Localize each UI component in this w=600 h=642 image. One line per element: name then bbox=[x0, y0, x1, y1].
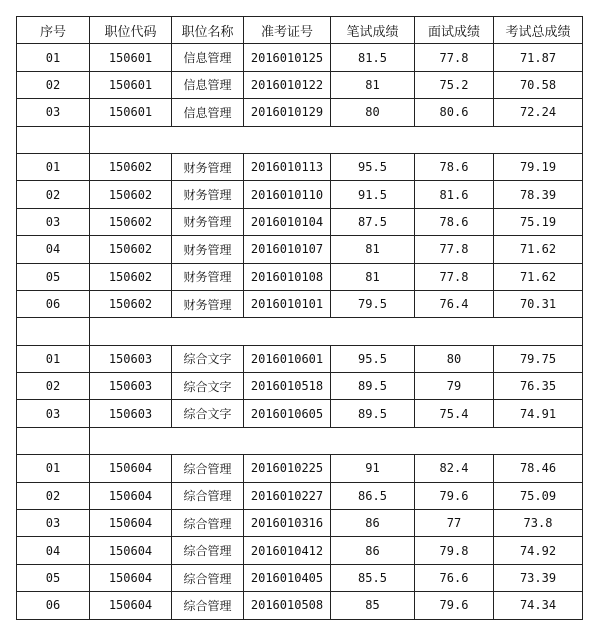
interview-score-cell: 79.6 bbox=[415, 592, 494, 619]
seq-cell: 02 bbox=[17, 181, 90, 208]
total-score-cell: 71.62 bbox=[494, 263, 583, 290]
table-row bbox=[17, 592, 583, 619]
total-score-cell: 70.31 bbox=[494, 290, 583, 317]
position-code-cell: 150602 bbox=[90, 263, 172, 290]
total-score-cell: 75.19 bbox=[494, 208, 583, 235]
interview-score-cell: 79.8 bbox=[415, 537, 494, 564]
total-score-cell: 73.39 bbox=[494, 564, 583, 591]
blank-cell bbox=[90, 318, 583, 345]
position-code-cell: 150604 bbox=[90, 455, 172, 482]
blank-cell bbox=[90, 126, 583, 153]
position-code-cell: 150604 bbox=[90, 510, 172, 537]
seq-cell: 02 bbox=[17, 373, 90, 400]
written-score-cell: 87.5 bbox=[331, 208, 415, 235]
position-name-cell: 综合管理 bbox=[172, 592, 244, 619]
position-name-cell: 综合管理 bbox=[172, 564, 244, 591]
seq-cell: 01 bbox=[17, 44, 90, 71]
table-row bbox=[17, 537, 583, 564]
seq-cell: 06 bbox=[17, 592, 90, 619]
position-code-cell: 150604 bbox=[90, 592, 172, 619]
interview-score-cell: 78.6 bbox=[415, 208, 494, 235]
seq-cell: 05 bbox=[17, 564, 90, 591]
position-name-cell: 综合管理 bbox=[172, 482, 244, 509]
table-row bbox=[17, 510, 583, 537]
position-code-cell: 150602 bbox=[90, 208, 172, 235]
interview-score-cell: 77.8 bbox=[415, 263, 494, 290]
written-score-cell: 81.5 bbox=[331, 44, 415, 71]
position-name-cell: 财务管理 bbox=[172, 263, 244, 290]
ticket-number-cell: 2016010125 bbox=[244, 44, 331, 71]
blank-cell bbox=[17, 427, 90, 454]
seq-cell: 01 bbox=[17, 153, 90, 180]
position-name-cell: 财务管理 bbox=[172, 290, 244, 317]
written-score-cell: 89.5 bbox=[331, 400, 415, 427]
table-row bbox=[17, 400, 583, 427]
ticket-number-cell: 2016010108 bbox=[244, 263, 331, 290]
written-score-cell: 91.5 bbox=[331, 181, 415, 208]
written-score-cell: 85 bbox=[331, 592, 415, 619]
blank-cell bbox=[90, 427, 583, 454]
seq-cell: 06 bbox=[17, 290, 90, 317]
seq-cell: 03 bbox=[17, 99, 90, 126]
written-score-cell: 81 bbox=[331, 263, 415, 290]
written-score-cell: 79.5 bbox=[331, 290, 415, 317]
position-name-cell: 信息管理 bbox=[172, 71, 244, 98]
seq-cell: 03 bbox=[17, 208, 90, 235]
seq-cell: 02 bbox=[17, 71, 90, 98]
position-code-cell: 150601 bbox=[90, 71, 172, 98]
written-score-cell: 80 bbox=[331, 99, 415, 126]
total-score-cell: 79.75 bbox=[494, 345, 583, 372]
ticket-number-cell: 2016010225 bbox=[244, 455, 331, 482]
position-name-cell: 信息管理 bbox=[172, 99, 244, 126]
written-score-cell: 86 bbox=[331, 510, 415, 537]
written-score-cell: 95.5 bbox=[331, 345, 415, 372]
interview-score-cell: 81.6 bbox=[415, 181, 494, 208]
interview-score-cell: 80 bbox=[415, 345, 494, 372]
position-name-cell: 财务管理 bbox=[172, 236, 244, 263]
total-score-cell: 74.91 bbox=[494, 400, 583, 427]
table-row bbox=[17, 99, 583, 126]
position-code-cell: 150604 bbox=[90, 564, 172, 591]
total-score-cell: 78.46 bbox=[494, 455, 583, 482]
blank-separator-row bbox=[17, 126, 583, 153]
score-sheet bbox=[16, 16, 582, 620]
total-score-cell: 71.87 bbox=[494, 44, 583, 71]
interview-score-cell: 75.4 bbox=[415, 400, 494, 427]
position-code-cell: 150603 bbox=[90, 345, 172, 372]
table-row bbox=[17, 345, 583, 372]
header-written-score: 笔试成绩 bbox=[331, 17, 415, 44]
total-score-cell: 76.35 bbox=[494, 373, 583, 400]
table-row bbox=[17, 455, 583, 482]
interview-score-cell: 79 bbox=[415, 373, 494, 400]
position-code-cell: 150602 bbox=[90, 153, 172, 180]
position-code-cell: 150603 bbox=[90, 400, 172, 427]
ticket-number-cell: 2016010129 bbox=[244, 99, 331, 126]
table-row bbox=[17, 181, 583, 208]
blank-cell bbox=[17, 318, 90, 345]
interview-score-cell: 80.6 bbox=[415, 99, 494, 126]
header-position-name: 职位名称 bbox=[172, 17, 244, 44]
position-name-cell: 综合管理 bbox=[172, 510, 244, 537]
seq-cell: 02 bbox=[17, 482, 90, 509]
header-total-score: 考试总成绩 bbox=[494, 17, 583, 44]
table-body bbox=[17, 44, 583, 619]
interview-score-cell: 77 bbox=[415, 510, 494, 537]
total-score-cell: 74.92 bbox=[494, 537, 583, 564]
interview-score-cell: 77.8 bbox=[415, 236, 494, 263]
position-name-cell: 综合管理 bbox=[172, 455, 244, 482]
seq-cell: 01 bbox=[17, 345, 90, 372]
interview-score-cell: 78.6 bbox=[415, 153, 494, 180]
table-row bbox=[17, 263, 583, 290]
position-code-cell: 150601 bbox=[90, 99, 172, 126]
position-name-cell: 综合文字 bbox=[172, 373, 244, 400]
ticket-number-cell: 2016010101 bbox=[244, 290, 331, 317]
position-code-cell: 150603 bbox=[90, 373, 172, 400]
ticket-number-cell: 2016010412 bbox=[244, 537, 331, 564]
total-score-cell: 71.62 bbox=[494, 236, 583, 263]
header-position-code: 职位代码 bbox=[90, 17, 172, 44]
position-name-cell: 信息管理 bbox=[172, 44, 244, 71]
seq-cell: 03 bbox=[17, 400, 90, 427]
written-score-cell: 81 bbox=[331, 236, 415, 263]
seq-cell: 05 bbox=[17, 263, 90, 290]
total-score-cell: 79.19 bbox=[494, 153, 583, 180]
table-row bbox=[17, 236, 583, 263]
blank-separator-row bbox=[17, 427, 583, 454]
interview-score-cell: 79.6 bbox=[415, 482, 494, 509]
table-row bbox=[17, 153, 583, 180]
table-row bbox=[17, 564, 583, 591]
ticket-number-cell: 2016010508 bbox=[244, 592, 331, 619]
blank-separator-row bbox=[17, 318, 583, 345]
total-score-cell: 78.39 bbox=[494, 181, 583, 208]
interview-score-cell: 75.2 bbox=[415, 71, 494, 98]
blank-cell bbox=[17, 126, 90, 153]
table-row bbox=[17, 290, 583, 317]
ticket-number-cell: 2016010107 bbox=[244, 236, 331, 263]
written-score-cell: 89.5 bbox=[331, 373, 415, 400]
position-name-cell: 财务管理 bbox=[172, 208, 244, 235]
seq-cell: 01 bbox=[17, 455, 90, 482]
ticket-number-cell: 2016010104 bbox=[244, 208, 331, 235]
interview-score-cell: 82.4 bbox=[415, 455, 494, 482]
score-table bbox=[16, 16, 583, 620]
position-code-cell: 150604 bbox=[90, 482, 172, 509]
position-code-cell: 150602 bbox=[90, 236, 172, 263]
position-name-cell: 财务管理 bbox=[172, 153, 244, 180]
total-score-cell: 70.58 bbox=[494, 71, 583, 98]
seq-cell: 04 bbox=[17, 537, 90, 564]
ticket-number-cell: 2016010227 bbox=[244, 482, 331, 509]
ticket-number-cell: 2016010316 bbox=[244, 510, 331, 537]
position-code-cell: 150602 bbox=[90, 181, 172, 208]
seq-cell: 03 bbox=[17, 510, 90, 537]
written-score-cell: 91 bbox=[331, 455, 415, 482]
position-name-cell: 综合文字 bbox=[172, 345, 244, 372]
ticket-number-cell: 2016010113 bbox=[244, 153, 331, 180]
table-row bbox=[17, 482, 583, 509]
table-row bbox=[17, 71, 583, 98]
ticket-number-cell: 2016010110 bbox=[244, 181, 331, 208]
position-code-cell: 150602 bbox=[90, 290, 172, 317]
interview-score-cell: 77.8 bbox=[415, 44, 494, 71]
position-code-cell: 150601 bbox=[90, 44, 172, 71]
header-seq: 序号 bbox=[17, 17, 90, 44]
interview-score-cell: 76.6 bbox=[415, 564, 494, 591]
ticket-number-cell: 2016010405 bbox=[244, 564, 331, 591]
interview-score-cell: 76.4 bbox=[415, 290, 494, 317]
table-row bbox=[17, 208, 583, 235]
ticket-number-cell: 2016010601 bbox=[244, 345, 331, 372]
position-name-cell: 综合管理 bbox=[172, 537, 244, 564]
written-score-cell: 81 bbox=[331, 71, 415, 98]
seq-cell: 04 bbox=[17, 236, 90, 263]
written-score-cell: 95.5 bbox=[331, 153, 415, 180]
header-interview-score: 面试成绩 bbox=[415, 17, 494, 44]
ticket-number-cell: 2016010518 bbox=[244, 373, 331, 400]
ticket-number-cell: 2016010122 bbox=[244, 71, 331, 98]
written-score-cell: 86 bbox=[331, 537, 415, 564]
total-score-cell: 72.24 bbox=[494, 99, 583, 126]
total-score-cell: 74.34 bbox=[494, 592, 583, 619]
written-score-cell: 85.5 bbox=[331, 564, 415, 591]
position-code-cell: 150604 bbox=[90, 537, 172, 564]
written-score-cell: 86.5 bbox=[331, 482, 415, 509]
table-row bbox=[17, 44, 583, 71]
table-row bbox=[17, 373, 583, 400]
header-ticket-number: 准考证号 bbox=[244, 17, 331, 44]
position-name-cell: 综合文字 bbox=[172, 400, 244, 427]
header-row bbox=[17, 17, 583, 44]
total-score-cell: 75.09 bbox=[494, 482, 583, 509]
ticket-number-cell: 2016010605 bbox=[244, 400, 331, 427]
position-name-cell: 财务管理 bbox=[172, 181, 244, 208]
total-score-cell: 73.8 bbox=[494, 510, 583, 537]
